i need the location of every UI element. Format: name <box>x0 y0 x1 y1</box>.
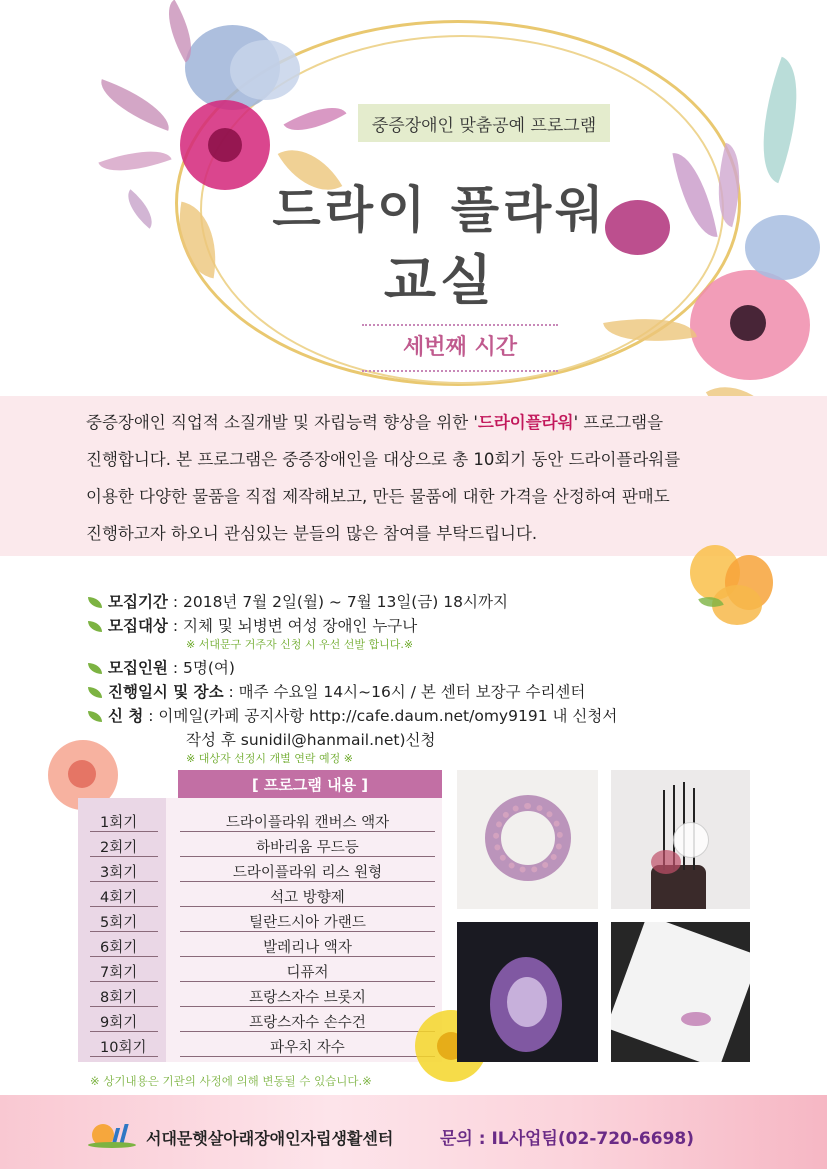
divider <box>362 324 558 326</box>
session-number: 10회기 <box>100 1040 147 1056</box>
program-heading: [ 프로그램 내용 ] <box>178 770 442 798</box>
info-target: 모집대상 : 지체 및 뇌병변 여성 장애인 누구나 <box>88 614 417 636</box>
session-number: 8회기 <box>100 990 138 1006</box>
info-schedule: 진행일시 및 장소 : 매주 수요일 14시~16시 / 본 센터 보장구 수리센터 <box>88 680 585 702</box>
leaf-bullet-icon <box>88 687 102 698</box>
table-row <box>90 983 435 1007</box>
row-line <box>90 856 158 857</box>
table-row <box>90 958 435 982</box>
leaf-bullet-icon <box>88 621 102 632</box>
row-line <box>180 856 435 857</box>
info-apply-cont: 작성 후 sunidil@hanmail.net)신청 <box>186 731 436 749</box>
divider <box>362 370 558 372</box>
target-note: ※ 서대문구 거주자 신청 시 우선 선발 합니다.※ <box>186 638 414 651</box>
session-number: 4회기 <box>100 890 138 906</box>
row-line <box>90 931 158 932</box>
session-title: 파우치 자수 <box>270 1040 345 1056</box>
session-number: 2회기 <box>100 840 138 856</box>
session-title: 하바리움 무드등 <box>256 840 359 856</box>
intro-line-1a: 중증장애인 직업적 소질개발 및 자립능력 향상을 위한 ' <box>86 413 478 432</box>
session-title: 프랑스자수 손수건 <box>249 1015 366 1031</box>
session-title: 드라이플라워 캔버스 액자 <box>225 815 390 831</box>
session-number: 3회기 <box>100 865 138 881</box>
intro-highlight: 드라이플라워 <box>477 413 574 432</box>
table-row <box>90 933 435 957</box>
organization-name: 서대문햇살아래장애인자립생활센터 <box>146 1129 394 1148</box>
program-subtitle: 중증장애인 맞춤공예 프로그램 <box>358 104 610 142</box>
row-line <box>180 1031 435 1032</box>
table-row <box>90 858 435 882</box>
title-line-2: 교실 <box>383 249 497 312</box>
row-line <box>180 981 435 982</box>
info-apply: 신 청 : 이메일(카페 공지사항 http://cafe.daum.net/omy9191 내 신청서 <box>88 704 617 726</box>
leaf-bullet-icon <box>88 711 102 722</box>
contact-info: 문의 : IL사업팀(02-720-6698) <box>440 1129 695 1149</box>
intro-text <box>86 404 756 552</box>
diffuser-photo <box>611 770 750 909</box>
row-line <box>180 881 435 882</box>
session-label: 세번째 시간 <box>403 335 517 360</box>
session-title: 발레리나 액자 <box>263 940 352 956</box>
row-line <box>90 956 158 957</box>
session-title: 틸란드시아 가랜드 <box>249 915 366 931</box>
table-row <box>90 833 435 857</box>
table-row <box>90 908 435 932</box>
session-title: 드라이플라워 리스 원형 <box>232 865 383 881</box>
session-number: 9회기 <box>100 1015 138 1031</box>
program-footnote: ※ 상기내용은 기관의 사정에 의해 변동될 수 있습니다.※ <box>90 1074 372 1088</box>
session-title: 디퓨저 <box>286 965 329 981</box>
info-period: 모집기간 : 2018년 7월 2일(월) ~ 7월 13일(금) 18시까지 <box>88 590 508 612</box>
handkerchief-photo <box>611 922 750 1062</box>
session-number: 5회기 <box>100 915 138 931</box>
row-line <box>90 881 158 882</box>
intro-line-1b: ' 프로그램을 <box>573 413 664 432</box>
session-number: 7회기 <box>100 965 138 981</box>
intro-line-2: 진행합니다. 본 프로그램은 중증장애인을 대상으로 총 10회기 동안 드라이플라워를 <box>86 450 681 469</box>
row-line <box>90 1006 158 1007</box>
row-line <box>180 1056 435 1057</box>
table-row <box>90 1008 435 1032</box>
intro-line-4: 진행하고자 하오니 관심있는 분들의 많은 참여를 부탁드립니다. <box>86 524 538 543</box>
row-line <box>180 931 435 932</box>
herbarium-lamp-photo <box>457 922 598 1062</box>
table-row <box>90 808 435 832</box>
session-number: 1회기 <box>100 815 138 831</box>
leaf-bullet-icon <box>88 597 102 608</box>
row-line <box>90 1056 158 1057</box>
intro-line-3: 이용한 다양한 물품을 직접 제작해보고, 만든 물품에 대한 가격을 산정하여 판매도 <box>86 487 670 506</box>
session-number: 6회기 <box>100 940 138 956</box>
row-line <box>90 906 158 907</box>
session-title: 석고 방향제 <box>270 890 345 906</box>
row-line <box>180 1006 435 1007</box>
apply-note: ※ 대상자 선정시 개별 연락 예정 ※ <box>186 752 353 765</box>
row-line <box>90 981 158 982</box>
row-line <box>90 1031 158 1032</box>
row-line <box>90 831 158 832</box>
wreath-photo <box>457 770 598 909</box>
title-line-1: 드라이 플라워 <box>272 181 608 239</box>
table-row <box>90 1033 435 1057</box>
table-row <box>90 883 435 907</box>
row-line <box>180 956 435 957</box>
row-line <box>180 906 435 907</box>
session-title: 프랑스자수 브롯지 <box>249 990 366 1006</box>
row-line <box>180 831 435 832</box>
leaf-bullet-icon <box>88 663 102 674</box>
info-count: 모집인원 : 5명(여) <box>88 656 235 678</box>
